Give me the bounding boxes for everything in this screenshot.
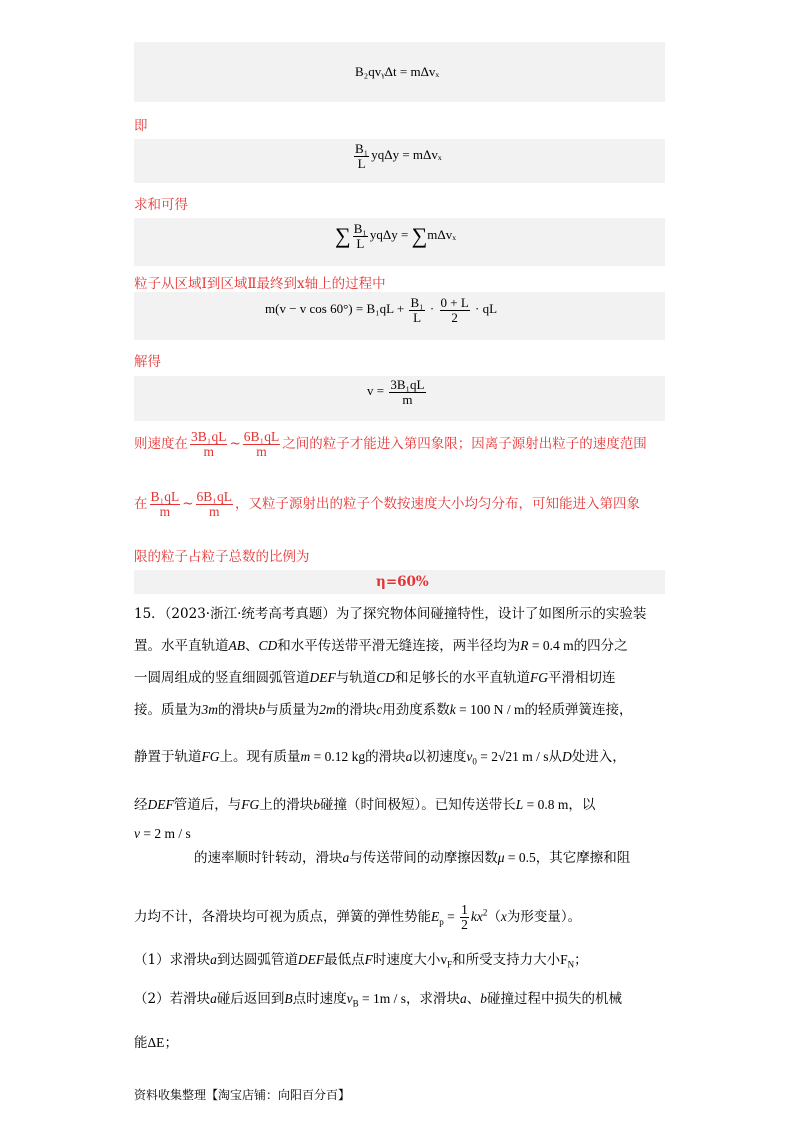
question-3: 能ΔE； — [134, 1035, 178, 1051]
question-2: （2）若滑块a碰后返回到B点时速度$v_B = 1m / s$，求滑块a、b碰撞过程中损失的机械 — [134, 991, 622, 1009]
equation-1: B₂qvᵧΔt = mΔvₓ — [355, 64, 440, 79]
problem-line-3: 一圆周组成的竖直细圆弧管道DEF与轨道CD和足够长的水平直轨道FG平滑相切连 — [134, 670, 616, 686]
text-xian: 限的粒子占粒子总数的比例为 — [134, 549, 310, 565]
text-velocity-range-1: 则速度在 $\frac{\text{3B₁qL}}{m}$ ~ $\frac{\text{6B₁qL}}{m}$ 之间的粒子才能进入第四象限；因离子源射出粒子的速度范围 — [134, 429, 647, 460]
question-1: （1）求滑块a到达圆弧管道DEF最低点F时速度大小$v_F$和所受支持力大小$F_N$； — [134, 952, 588, 970]
problem-line-8: 的速率顺时针转动，滑块a与传送带间的动摩擦因数μ = 0.5，其它摩擦和阻 — [194, 850, 631, 866]
text-ji: 即 — [134, 118, 148, 134]
equation-5: v = $\frac{\text{3B₁qL}}{m}$ — [367, 377, 425, 407]
problem-line-1: 15．（2023·浙江·统考高考真题）为了探究物体间碰撞特性，设计了如图所示的实验装 — [134, 606, 647, 622]
problem-line-2: 置。水平直轨道AB、CD和水平传送带平滑无缝连接，两半径均为R = 0.4 m的四分之 — [134, 638, 628, 654]
problem-line-7: v = 2 m / s — [134, 826, 191, 841]
equation-3: ∑ $\frac{\text{B₁}}{L}$ yqΔy = ∑mΔvₓ — [335, 221, 457, 251]
problem-line-5: 静置于轨道FG上。现有质量m = 0.12 kg的滑块a以初速度$v_0 = 2√21$ m / s从D处进入， — [134, 749, 626, 767]
footer: 资料收集整理【淘宝店铺：向阳百分百】 — [134, 1088, 351, 1102]
text-jiede: 解得 — [134, 354, 161, 370]
text-eta: η=60% — [376, 574, 429, 590]
equation-2: $\frac{\text{B₁}}{L}$ yqΔy = mΔvₓ — [355, 141, 442, 171]
text-velocity-range-2: 在 $\frac{\text{B₁qL}}{m}$ ~ $\frac{\text{6B₁qL}}{m}$ ，又粒子源射出的粒子个数按速度大小均匀分布，可知能进入第四象 — [134, 489, 640, 520]
problem-line-6: 经DEF管道后，与FG上的滑块b碰撞（时间极短）。已知传送带长L = 0.8 m，以 — [134, 797, 596, 813]
equation-4: m(v − v cos 60°) = B₁qL + $\frac{\text{B₁}}{L}$ · $\frac{0 + L}{2}$ · qL — [265, 295, 498, 325]
problem-line-9: 力均不计，各滑块均可视为质点，弹簧的弹性势能$E_p$ = $\frac{1}{2}$ $kx^2(x$为形变量）。 — [134, 902, 582, 933]
text-guocheng: 粒子从区域Ⅰ到区域Ⅱ最终到x轴上的过程中 — [134, 276, 386, 292]
problem-line-4: 接。质量为3m的滑块b与质量为2m的滑块c用劲度系数k = 100 N / m的轻质弹簧连接， — [134, 702, 633, 718]
text-qiuhe: 求和可得 — [134, 197, 188, 213]
